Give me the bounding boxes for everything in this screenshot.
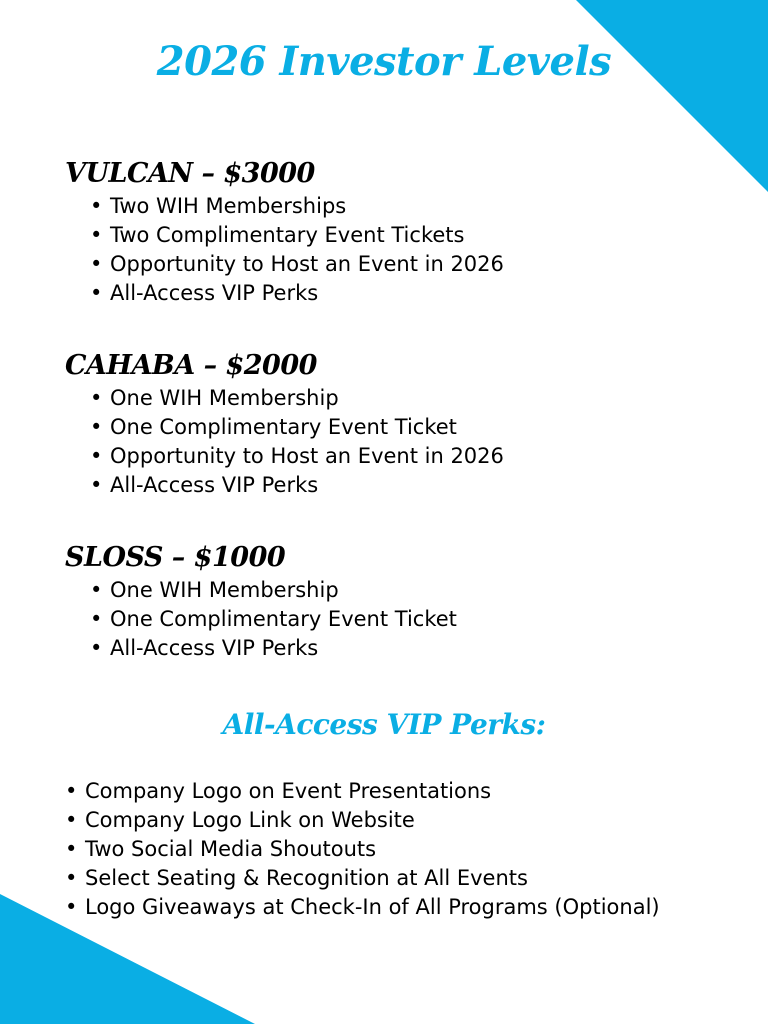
list-item: • Select Seating & Recognition at All Events <box>65 864 660 893</box>
level-sloss <box>65 542 457 663</box>
list-item: • One WIH Membership <box>90 384 504 413</box>
list-item: • Two Complimentary Event Tickets <box>90 221 504 250</box>
list-item: • All-Access VIP Perks <box>90 279 504 308</box>
perks-list <box>65 777 660 922</box>
level-benefits-list <box>65 192 504 308</box>
list-item: • One WIH Membership <box>90 576 457 605</box>
level-heading: VULCAN – $3000 <box>65 158 315 189</box>
corner-triangle-top-right <box>576 0 768 192</box>
list-item: • Company Logo on Event Presentations <box>65 777 660 806</box>
list-item: • One Complimentary Event Ticket <box>90 413 504 442</box>
level-cahaba <box>65 350 504 500</box>
list-item: • Two Social Media Shoutouts <box>65 835 660 864</box>
perks-title: All-Access VIP Perks: <box>222 708 546 741</box>
list-item: • All-Access VIP Perks <box>90 471 504 500</box>
level-vulcan <box>65 158 504 308</box>
page-title: 2026 Investor Levels <box>156 38 612 85</box>
list-item: • All-Access VIP Perks <box>90 634 457 663</box>
list-item: • One Complimentary Event Ticket <box>90 605 457 634</box>
level-heading: SLOSS – $1000 <box>65 542 286 573</box>
level-benefits-list <box>65 384 504 500</box>
list-item: • Opportunity to Host an Event in 2026 <box>90 442 504 471</box>
list-item: • Opportunity to Host an Event in 2026 <box>90 250 504 279</box>
list-item: • Company Logo Link on Website <box>65 806 660 835</box>
list-item: • Two WIH Memberships <box>90 192 504 221</box>
list-item: • Logo Giveaways at Check-In of All Programs (Optional) <box>65 893 660 922</box>
level-benefits-list <box>65 576 457 663</box>
level-heading: CAHABA – $2000 <box>65 350 317 381</box>
